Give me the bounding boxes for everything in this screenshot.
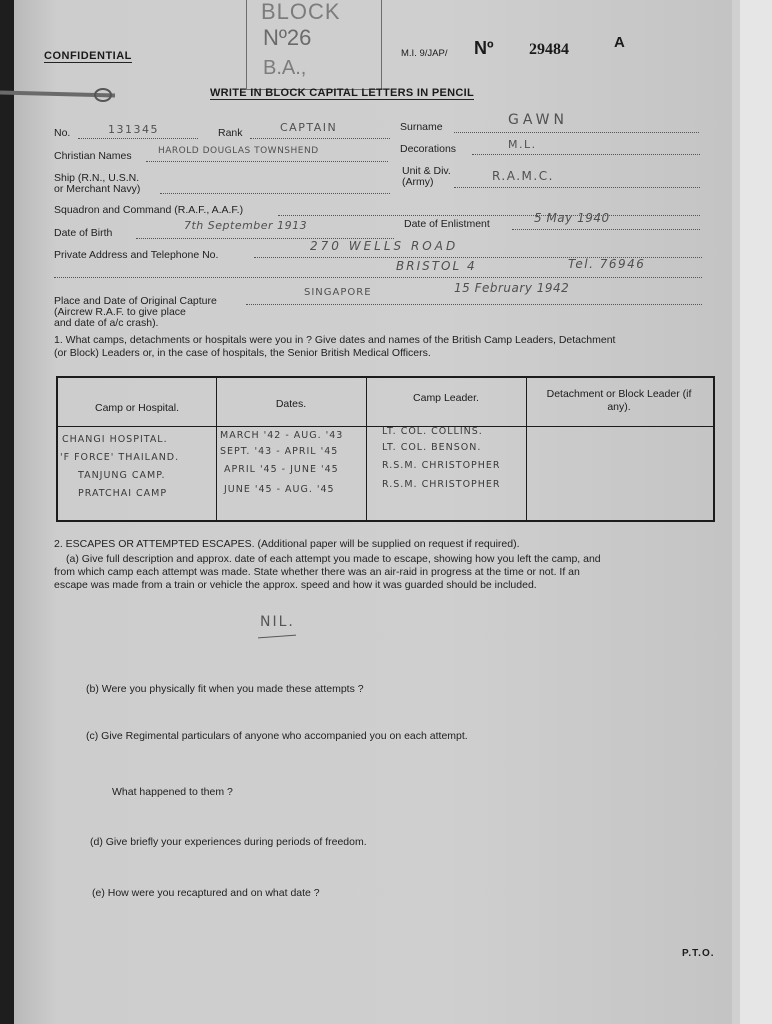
table-row-3-camp: TANJUNG CAMP. [78, 470, 166, 481]
question-1-line-1: 1. What camps, detachments or hospitals were you in ? Give dates and names of the British Camp Leaders, Detachment [54, 334, 616, 346]
serial-number: 29484 [529, 41, 569, 58]
table-row-1-camp: CHANGI HOSPITAL. [62, 434, 168, 445]
question-2a-line-2: from which camp each attempt was made. State whether there was an air-raid in progress at the time or not. If an [54, 566, 580, 578]
ship-label-2: or Merchant Navy) [54, 183, 141, 195]
capture-label-3: and date of a/c crash). [54, 317, 159, 329]
christian-names-value: HAROLD DOUGLAS TOWNSHEND [158, 146, 319, 156]
no-line [78, 138, 198, 139]
form-heading: WRITE IN BLOCK CAPITAL LETTERS IN PENCIL [210, 87, 474, 99]
confidential-label: CONFIDENTIAL [44, 50, 132, 62]
table-row-3-dates: APRIL '45 - JUNE '45 [224, 464, 339, 475]
question-2d: (d) Give briefly your experiences during periods of freedom. [90, 836, 367, 848]
no-value: 131345 [108, 123, 159, 136]
table-row-1-leader: LT. COL. COLLINS. [382, 426, 483, 437]
serial-suffix: A [614, 34, 625, 51]
table-row-2-camp: 'F FORCE' THAILAND. [60, 452, 180, 463]
capture-place-value: SINGAPORE [304, 287, 372, 298]
column-header-camp: Camp or Hospital. [94, 402, 180, 414]
rank-label: Rank [218, 127, 243, 139]
mi-reference: M.I. 9/JAP/ [401, 48, 448, 59]
pto-label: P.T.O. [682, 948, 715, 959]
capture-label-2: (Aircrew R.A.F. to give place [54, 306, 186, 318]
block-stamp [246, 0, 382, 90]
column-header-dates: Dates. [275, 398, 307, 410]
question-2c-followup: What happened to them ? [112, 786, 233, 798]
decorations-label: Decorations [400, 143, 457, 155]
rank-value: CAPTAIN [280, 121, 338, 134]
enlistment-value: 5 May 1940 [534, 211, 610, 225]
surname-label: Surname [400, 121, 443, 133]
address-value-2: BRISTOL 4 [396, 259, 477, 273]
camps-table [56, 376, 715, 522]
rank-line [250, 138, 390, 139]
table-row-2-dates: SEPT. '43 - APRIL '45 [220, 446, 339, 457]
squadron-line [278, 215, 700, 216]
column-header-detachment: Detachment or Block Leader (if any). [546, 388, 692, 413]
address-label: Private Address and Telephone No. [54, 249, 219, 261]
question-2a-line-3: escape was made from a train or vehicle the approx. speed and how it was guarded should be included. [54, 579, 537, 591]
answer-2a: NIL. [260, 614, 295, 630]
capture-date-value: 15 February 1942 [454, 281, 570, 295]
telephone-value: Tel. 76946 [568, 257, 646, 271]
table-row-4-leader: R.S.M. CHRISTOPHER [382, 479, 501, 490]
squadron-label: Squadron and Command (R.A.F., A.A.F.) [54, 204, 244, 216]
surname-line [454, 132, 699, 133]
address-line-2 [54, 277, 702, 278]
column-header-leader: Camp Leader. [413, 392, 479, 404]
capture-line [246, 304, 702, 305]
question-2-heading: 2. ESCAPES OR ATTEMPTED ESCAPES. (Additional paper will be supplied on request if required). [54, 538, 520, 550]
unit-line [454, 187, 700, 188]
table-row-4-camp: PRATCHAI CAMP [78, 488, 168, 499]
address-value-1: 270 WELLS ROAD [310, 239, 459, 253]
no-label: No. [54, 127, 71, 139]
number-label: Nº [474, 38, 494, 58]
question-2a-line-1: (a) Give full description and approx. date of each attempt you made to escape, showing how you left the camp, and [66, 553, 601, 565]
decorations-line [472, 154, 700, 155]
stamp-line-3: B.A., [263, 57, 307, 79]
ship-line [160, 193, 390, 194]
binding-knot [94, 88, 112, 102]
decorations-value: M.L. [508, 138, 537, 151]
unit-value: R.A.M.C. [492, 169, 554, 183]
enlistment-label: Date of Enlistment [404, 218, 490, 230]
stamp-line-2: Nº26 [263, 25, 312, 50]
dob-label: Date of Birth [54, 227, 113, 239]
stamp-line-1: BLOCK [261, 0, 341, 24]
christian-names-line [146, 161, 388, 162]
christian-names-label: Christian Names [54, 150, 132, 162]
form-paper [14, 0, 732, 1024]
question-2b: (b) Were you physically fit when you made these attempts ? [86, 683, 364, 695]
table-row-3-leader: R.S.M. CHRISTOPHER [382, 460, 501, 471]
table-row-4-dates: JUNE '45 - AUG. '45 [224, 484, 335, 495]
table-row-2-leader: LT. COL. BENSON. [382, 442, 482, 453]
capture-label-1: Place and Date of Original Capture [54, 295, 217, 307]
question-1-line-2: (or Block) Leaders or, in the case of hospitals, the Senior British Medical Officers. [54, 347, 431, 359]
dob-value: 7th September 1913 [184, 219, 308, 232]
unit-label-1: Unit & Div. [402, 165, 451, 177]
answer-2a-underline [258, 635, 296, 639]
question-2e: (e) How were you recaptured and on what date ? [92, 887, 320, 899]
enlistment-line [512, 229, 700, 230]
table-divider-3 [526, 378, 527, 520]
question-2c: (c) Give Regimental particulars of anyone who accompanied you on each attempt. [86, 730, 468, 742]
table-row-1-dates: MARCH '42 - AUG. '43 [220, 430, 344, 441]
unit-label-2: (Army) [402, 176, 434, 188]
ship-label-1: Ship (R.N., U.S.N. [54, 172, 140, 184]
surname-value: GAWN [508, 112, 568, 128]
back-sheet-edge [740, 0, 772, 1024]
